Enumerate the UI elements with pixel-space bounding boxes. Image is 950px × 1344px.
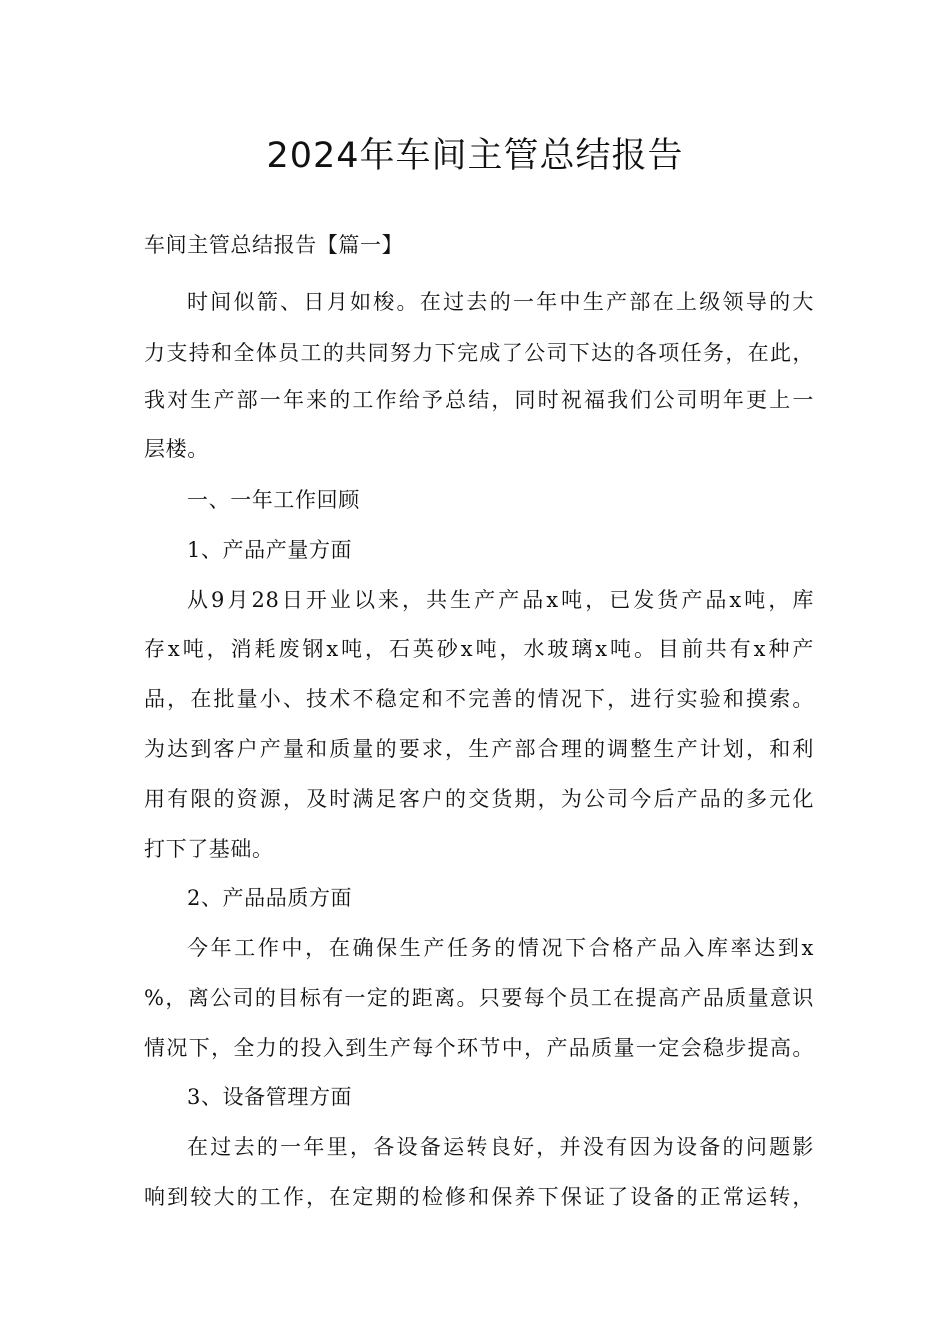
- paragraph-line: 打下了基础。: [144, 837, 274, 861]
- paragraph-line: %，离公司的目标有一定的距离。只要每个员工在提高产品质量意识: [144, 986, 814, 1010]
- paragraph-line: 从9月28日开业以来，共生产产品x吨，已发货产品x吨，库: [187, 588, 814, 612]
- subheading: 1、产品产量方面: [187, 538, 353, 562]
- paragraph-line: 品，在批量小、技术不稳定和不完善的情况下，进行实验和摸索。: [144, 687, 814, 711]
- paragraph-line: 今年工作中，在确保生产任务的情况下合格产品入库率达到x: [187, 936, 814, 960]
- paragraph-line: 为达到客户产量和质量的要求，生产部合理的调整生产计划，和利: [144, 737, 814, 761]
- paragraph-line: 用有限的资源，及时满足客户的交货期，为公司今后产品的多元化: [144, 787, 814, 811]
- paragraph-line: 层楼。: [144, 437, 209, 461]
- section-heading: 车间主管总结报告【篇一】: [144, 233, 404, 257]
- subheading: 一、一年工作回顾: [187, 488, 360, 512]
- paragraph-line: 时间似箭、日月如梭。在过去的一年中生产部在上级领导的大: [187, 290, 814, 314]
- document-title: 2024年车间主管总结报告: [266, 136, 684, 176]
- paragraph-line: 情况下，全力的投入到生产每个环节中，产品质量一定会稳步提高。: [144, 1036, 814, 1060]
- subheading: 3、设备管理方面: [187, 1085, 353, 1109]
- subheading: 2、产品品质方面: [187, 886, 353, 910]
- paragraph-line: 力支持和全体员工的共同努力下完成了公司下达的各项任务，在此，: [144, 341, 814, 365]
- paragraph-line: 我对生产部一年来的工作给予总结，同时祝福我们公司明年更上一: [144, 388, 814, 412]
- paragraph-line: 存x吨，消耗废钢x吨，石英砂x吨，水玻璃x吨。目前共有x种产: [144, 637, 814, 661]
- paragraph-line: 在过去的一年里，各设备运转良好，并没有因为设备的问题影: [187, 1135, 814, 1159]
- paragraph-line: 响到较大的工作，在定期的检修和保养下保证了设备的正常运转，: [144, 1185, 814, 1209]
